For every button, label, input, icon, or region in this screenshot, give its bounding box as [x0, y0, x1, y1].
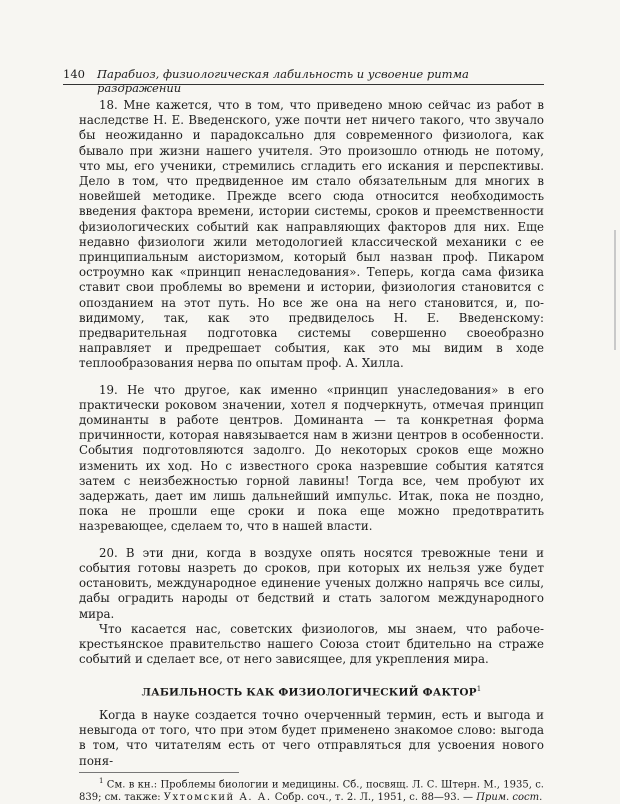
paragraph-soviet-physiologists: Что касается нас, советских физиологов, мы знаем, что рабоче-крестьянское правительство нашего Союза стоит бдительно на страже событий и сделает все, от него зависящее, для укрепления мира. [79, 621, 544, 667]
page-body [79, 98, 544, 804]
footnote-author: Ухтомский А. А. [163, 792, 272, 804]
footnote-rule [79, 772, 239, 773]
section-heading [79, 682, 544, 701]
footnote-text-a: См. в кн.: Проблемы биологии и медицины. Сб., посвящ. Л. С. Штерн. М., 1935, с. 839; см. также: [79, 779, 544, 804]
footnote [79, 775, 544, 804]
paragraph-20: 20. В эти дни, когда в воздухе опять носятся тревожные тени и события готовы назреть до сроков, при которых их нельзя уже будет остановить, международное единение ученых должно напрячь все силы, дабы оградить народы от бедствий и стать залогом международного мира. [79, 545, 544, 621]
section-opening-paragraph: Когда в науке создается точно очерченный термин, есть и выгода и невыгода от того, что при этом будет применено знакомое слово: выгода в том, что читателям есть от чего отправляться для усвоения нового поня- [79, 708, 544, 768]
paragraph-19: 19. Не что другое, как именно «принцип унаследования» в его практически роковом значении, хотел я подчеркнуть, отмечая принцип доминанты в работе центров. Доминанта — та конкретная форма причинности, которая навязывается нам в жизни центров в особенности. События подготовляются задолго. До некоторых сроков еще можно изменить их ход. Но с известного срока назревшие события катятся затем с неизбежностью горной лавины! Тогда все, чем пробуют их задержать, дает им лишь дальнейший импульс. Итак, пока не поздно, пока не прошли еще сроки и пока еще можно предотвратить назревающее, сделаем то, что в нашей власти. [79, 382, 544, 534]
section-footnote-mark: 1 [476, 685, 482, 694]
footnote-text-b: Собр. соч., т. 2. Л., 1951, с. 88—93. — [274, 792, 474, 804]
section-heading-text: ЛАБИЛЬНОСТЬ КАК ФИЗИОЛОГИЧЕСКИЙ ФАКТОР [141, 686, 477, 699]
header-rule [63, 84, 544, 85]
footnote-mark: 1 [99, 776, 104, 785]
page-header [63, 67, 543, 95]
footnote-editor-note: Прим. сост. [476, 792, 543, 804]
running-title: Парабиоз, физиологическая лабильность и усвоение ритма раздражений [96, 67, 469, 95]
paragraph-18: 18. Мне кажется, что в том, что приведено мною сейчас из работ в наследстве Н. Е. Введенского, уже почти нет ничего такого, что звучало бы неожиданно и парадоксально для современного физиолога, как бывало при жизни нашего учителя. Это произошло отнюдь не потому, что мы, его ученики, стремились сгладить его искания и перспективы. Дело в том, что предвиденное им стало обязательным для многих в новейшей методике. Прежде всего сюда относится необходимость введения фактора времени, истории системы, сроков и преемственности физиологических событий как направляющих факторов для них. Еще недавно физиологи жили методологией классической механики с ее принципиальным аисторизмом, который был назван проф. Пикаром остроумно как «принцип ненаследования». Теперь, когда сама физика ставит свои проблемы во времени и истории, физиология становится с опозданием на этот путь. Но все же она на него становится, и, по-видимому, так, как это предвиделось Н. Е. Введенскому: предварительная подготовка системы совершенно своеобразно направляет и предрешает события, как это мы видим в ходе теплообразования нерва по опытам проф. А. Хилла. [79, 98, 544, 371]
scan-edge-mark [614, 230, 616, 350]
page-number: 140 [63, 67, 85, 81]
